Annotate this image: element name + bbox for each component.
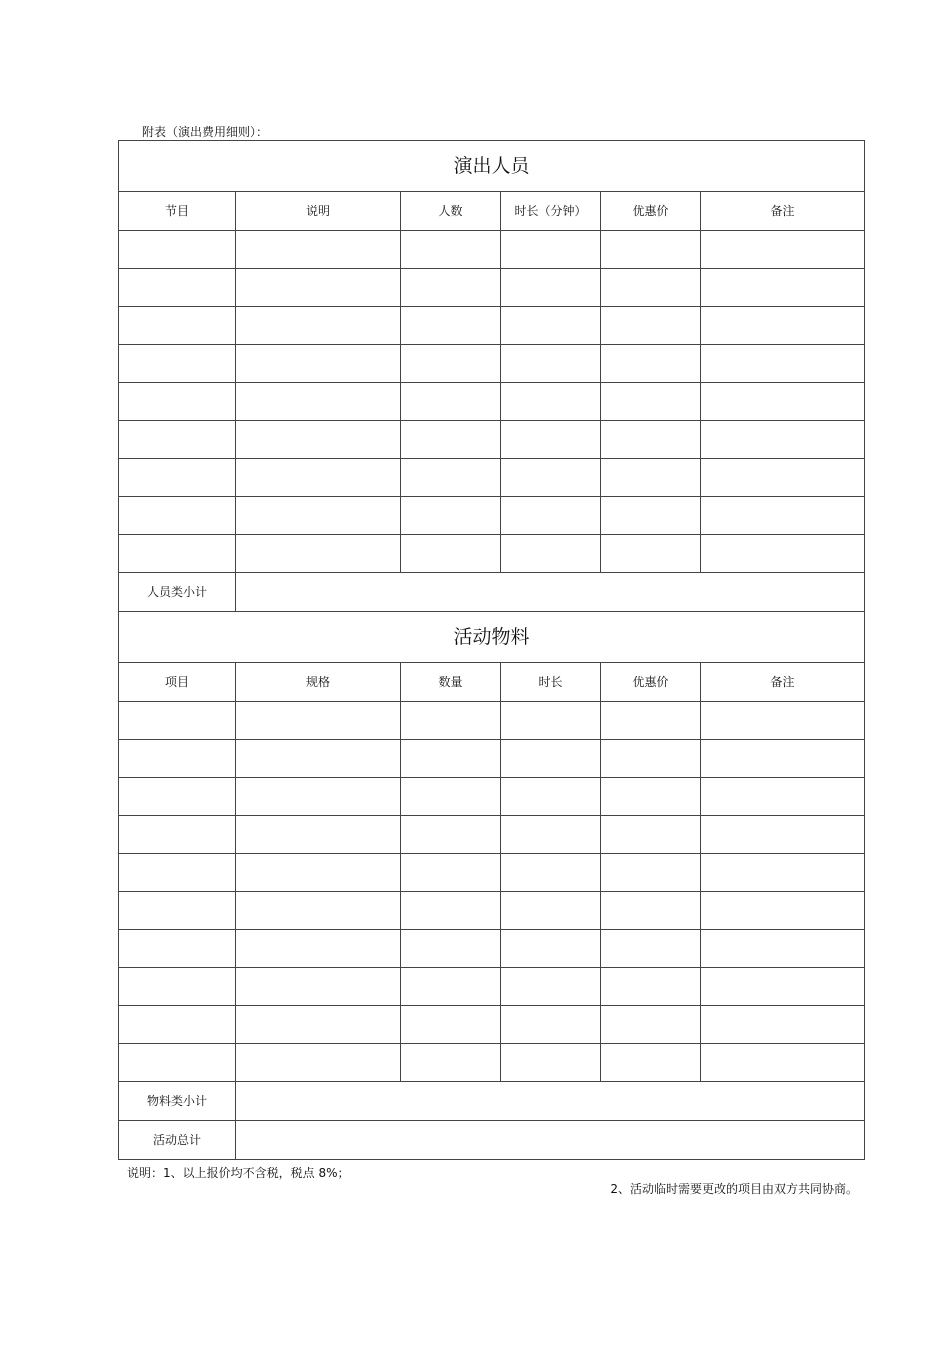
materials-table-cell[interactable] xyxy=(701,930,865,968)
materials-table-cell[interactable] xyxy=(701,1044,865,1082)
materials-table-cell[interactable] xyxy=(119,778,236,816)
performers-table-row xyxy=(119,497,865,535)
performers-table-cell[interactable] xyxy=(119,383,236,421)
materials-table-cell[interactable] xyxy=(236,930,401,968)
materials-table-cell[interactable] xyxy=(236,968,401,1006)
performers-table-row xyxy=(119,421,865,459)
materials-table-cell[interactable] xyxy=(236,1044,401,1082)
performers-table-cell[interactable] xyxy=(501,459,601,497)
materials-table-cell[interactable] xyxy=(601,740,701,778)
performers-table-cell[interactable] xyxy=(701,269,865,307)
performers-table-cell[interactable] xyxy=(601,269,701,307)
performers-table-row xyxy=(119,307,865,345)
materials-table-row xyxy=(119,1044,865,1082)
performers-table-cell[interactable] xyxy=(401,269,501,307)
performers-table-cell[interactable] xyxy=(601,459,701,497)
performers-table-cell[interactable] xyxy=(601,421,701,459)
materials-table-cell[interactable] xyxy=(601,854,701,892)
performers-table-cell[interactable] xyxy=(119,231,236,269)
performers-header-program: 节目 xyxy=(119,192,236,231)
performers-table-cell[interactable] xyxy=(401,307,501,345)
performers-table-cell[interactable] xyxy=(701,383,865,421)
performers-table-cell[interactable] xyxy=(236,345,401,383)
materials-table-cell[interactable] xyxy=(601,1006,701,1044)
materials-table-row xyxy=(119,854,865,892)
materials-table-cell[interactable] xyxy=(119,1006,236,1044)
materials-table-cell[interactable] xyxy=(236,740,401,778)
materials-table-cell[interactable] xyxy=(701,778,865,816)
materials-table-cell[interactable] xyxy=(401,740,501,778)
performers-table-row xyxy=(119,383,865,421)
performers-table-cell[interactable] xyxy=(501,383,601,421)
performers-table-cell[interactable] xyxy=(401,421,501,459)
materials-table-cell[interactable] xyxy=(501,968,601,1006)
materials-table-cell[interactable] xyxy=(401,1006,501,1044)
materials-table-cell[interactable] xyxy=(119,930,236,968)
performers-table-cell[interactable] xyxy=(236,383,401,421)
materials-header-duration: 时长 xyxy=(501,663,601,702)
grand-total-row xyxy=(119,1121,865,1160)
materials-subtotal-label: 物料类小计 xyxy=(119,1082,236,1121)
performers-table-cell[interactable] xyxy=(501,345,601,383)
materials-table-cell[interactable] xyxy=(401,1044,501,1082)
performers-table-cell[interactable] xyxy=(601,307,701,345)
materials-subtotal-value[interactable] xyxy=(236,1082,865,1121)
materials-subtotal-row xyxy=(119,1082,865,1121)
materials-table-cell[interactable] xyxy=(236,1006,401,1044)
performers-table-cell[interactable] xyxy=(119,345,236,383)
materials-table-cell[interactable] xyxy=(501,816,601,854)
performers-table-cell[interactable] xyxy=(119,497,236,535)
materials-table-cell[interactable] xyxy=(119,740,236,778)
materials-table-row xyxy=(119,816,865,854)
grand-total-value[interactable] xyxy=(236,1121,865,1160)
performers-table-cell[interactable] xyxy=(401,497,501,535)
performers-table-cell[interactable] xyxy=(701,459,865,497)
performers-table-cell[interactable] xyxy=(119,307,236,345)
materials-table-cell[interactable] xyxy=(119,816,236,854)
materials-table-cell[interactable] xyxy=(401,930,501,968)
performers-table-row xyxy=(119,459,865,497)
performers-table-cell[interactable] xyxy=(701,307,865,345)
expense-detail-table xyxy=(118,140,865,1160)
note-line-1: 说明：1、以上报价均不含税，税点 8%； xyxy=(127,1166,350,1180)
materials-table-cell[interactable] xyxy=(601,892,701,930)
performers-table-cell[interactable] xyxy=(701,231,865,269)
performers-table-cell[interactable] xyxy=(601,231,701,269)
materials-table-cell[interactable] xyxy=(701,854,865,892)
materials-header-spec: 规格 xyxy=(236,663,401,702)
materials-table-cell[interactable] xyxy=(119,968,236,1006)
note-line-2: 2、活动临时需要更改的项目由双方共同协商。 xyxy=(610,1182,858,1196)
performers-table-cell[interactable] xyxy=(401,535,501,573)
materials-table-cell[interactable] xyxy=(401,778,501,816)
performers-table-cell[interactable] xyxy=(701,497,865,535)
performers-table-cell[interactable] xyxy=(701,535,865,573)
materials-table-cell[interactable] xyxy=(236,702,401,740)
performers-table-cell[interactable] xyxy=(401,345,501,383)
performers-table-cell[interactable] xyxy=(236,269,401,307)
performers-table-cell[interactable] xyxy=(501,307,601,345)
materials-table-row xyxy=(119,740,865,778)
materials-table-cell[interactable] xyxy=(601,816,701,854)
materials-table-cell[interactable] xyxy=(401,892,501,930)
performers-table-cell[interactable] xyxy=(119,535,236,573)
performers-header-headcount: 人数 xyxy=(401,192,501,231)
performers-table-cell[interactable] xyxy=(501,421,601,459)
materials-table-cell[interactable] xyxy=(236,778,401,816)
materials-table-row xyxy=(119,1006,865,1044)
materials-table-cell[interactable] xyxy=(119,702,236,740)
performers-section-title: 演出人员 xyxy=(119,141,865,192)
materials-table-row xyxy=(119,968,865,1006)
performers-table-row xyxy=(119,231,865,269)
materials-section-title: 活动物料 xyxy=(119,612,865,663)
performers-header-row xyxy=(119,192,865,231)
materials-table-cell[interactable] xyxy=(236,816,401,854)
materials-header-item: 项目 xyxy=(119,663,236,702)
materials-table-cell[interactable] xyxy=(401,816,501,854)
performers-subtotal-label: 人员类小计 xyxy=(119,573,236,612)
materials-table-cell[interactable] xyxy=(601,968,701,1006)
table-caption: 附表（演出费用细则）： xyxy=(142,125,269,139)
performers-table-cell[interactable] xyxy=(501,535,601,573)
materials-table-cell[interactable] xyxy=(701,892,865,930)
performers-table-cell[interactable] xyxy=(236,497,401,535)
materials-table-row xyxy=(119,702,865,740)
materials-table-cell[interactable] xyxy=(401,854,501,892)
materials-table-cell[interactable] xyxy=(119,1044,236,1082)
materials-table-cell[interactable] xyxy=(701,1006,865,1044)
materials-table-cell[interactable] xyxy=(501,740,601,778)
performers-table-cell[interactable] xyxy=(236,307,401,345)
materials-table-cell[interactable] xyxy=(701,968,865,1006)
materials-table-cell[interactable] xyxy=(701,816,865,854)
performers-table-row xyxy=(119,535,865,573)
materials-table-cell[interactable] xyxy=(601,702,701,740)
materials-table-cell[interactable] xyxy=(501,1044,601,1082)
materials-header-price: 优惠价 xyxy=(601,663,701,702)
performers-table-cell[interactable] xyxy=(401,383,501,421)
grand-total-label: 活动总计 xyxy=(119,1121,236,1160)
materials-section-row xyxy=(119,612,865,663)
performers-table-cell[interactable] xyxy=(236,535,401,573)
materials-table-cell[interactable] xyxy=(501,778,601,816)
materials-header-quantity: 数量 xyxy=(401,663,501,702)
materials-table-cell[interactable] xyxy=(119,892,236,930)
performers-table-cell[interactable] xyxy=(119,269,236,307)
performers-table-cell[interactable] xyxy=(236,421,401,459)
materials-table-cell[interactable] xyxy=(236,892,401,930)
performers-table-cell[interactable] xyxy=(601,383,701,421)
performers-subtotal-value[interactable] xyxy=(236,573,865,612)
materials-table-cell[interactable] xyxy=(119,854,236,892)
performers-header-description: 说明 xyxy=(236,192,401,231)
performers-table-cell[interactable] xyxy=(119,421,236,459)
performers-table-cell[interactable] xyxy=(119,459,236,497)
materials-header-remarks: 备注 xyxy=(701,663,865,702)
materials-table-cell[interactable] xyxy=(601,1044,701,1082)
performers-header-price: 优惠价 xyxy=(601,192,701,231)
performers-header-duration: 时长（分钟） xyxy=(501,192,601,231)
performers-table-cell[interactable] xyxy=(401,459,501,497)
materials-header-row xyxy=(119,663,865,702)
performers-table-cell[interactable] xyxy=(236,459,401,497)
materials-table-row xyxy=(119,778,865,816)
materials-table-cell[interactable] xyxy=(501,854,601,892)
performers-table-cell[interactable] xyxy=(601,497,701,535)
performers-table-cell[interactable] xyxy=(701,345,865,383)
performers-table-cell[interactable] xyxy=(601,535,701,573)
performers-table-cell[interactable] xyxy=(501,231,601,269)
materials-table-cell[interactable] xyxy=(401,968,501,1006)
materials-table-cell[interactable] xyxy=(601,930,701,968)
materials-table-cell[interactable] xyxy=(601,778,701,816)
performers-table-cell[interactable] xyxy=(401,231,501,269)
performers-table-cell[interactable] xyxy=(701,421,865,459)
materials-table-cell[interactable] xyxy=(501,930,601,968)
materials-table-row xyxy=(119,892,865,930)
performers-table-cell[interactable] xyxy=(501,497,601,535)
performers-table-cell[interactable] xyxy=(501,269,601,307)
materials-table-cell[interactable] xyxy=(401,702,501,740)
performers-table-cell[interactable] xyxy=(236,231,401,269)
materials-table-cell[interactable] xyxy=(501,892,601,930)
performers-section-row xyxy=(119,141,865,192)
materials-table-cell[interactable] xyxy=(236,854,401,892)
materials-table-cell[interactable] xyxy=(701,740,865,778)
expense-table-body xyxy=(119,141,865,1160)
materials-table-row xyxy=(119,930,865,968)
materials-table-cell[interactable] xyxy=(501,702,601,740)
materials-table-cell[interactable] xyxy=(701,702,865,740)
performers-table-row xyxy=(119,269,865,307)
performers-table-cell[interactable] xyxy=(601,345,701,383)
performers-subtotal-row xyxy=(119,573,865,612)
performers-header-remarks: 备注 xyxy=(701,192,865,231)
performers-table-row xyxy=(119,345,865,383)
materials-table-cell[interactable] xyxy=(501,1006,601,1044)
